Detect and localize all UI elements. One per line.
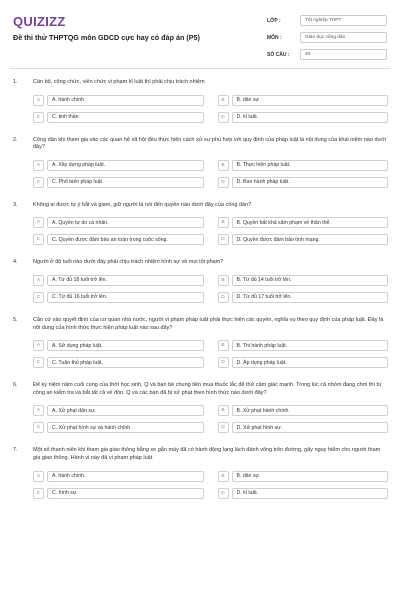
option-letter: B [218, 405, 229, 416]
option-text: C. Tuân thủ pháp luật. [47, 357, 204, 368]
option-text: B. Xử phạt hành chính. [232, 405, 389, 416]
question-list [13, 79, 388, 513]
page-title: Đề thi thử THPTQG môn GDCD cực hay có đáp án (P5) [13, 33, 200, 42]
option-c[interactable] [33, 292, 204, 303]
option-a[interactable] [33, 405, 204, 416]
answer-options [13, 160, 388, 188]
option-d[interactable] [218, 112, 389, 123]
option-letter: A [33, 217, 44, 228]
question-4 [13, 259, 388, 303]
option-letter: D [218, 422, 229, 433]
option-letter: B [218, 471, 229, 482]
question-text: Công dân khi tham gia vào các quan hệ xã hội đều thực hiện cách xử sự phù hợp với quy định của pháp luật là nội dung của khái niệm nào dưới đây? [33, 136, 387, 151]
meta-row-count [267, 49, 387, 60]
option-letter: B [218, 275, 229, 286]
option-letter: A [33, 471, 44, 482]
option-text: A. Xây dựng pháp luật. [47, 160, 204, 171]
option-letter: C [33, 234, 44, 245]
question-number: 5. [13, 316, 18, 323]
option-text: C. Xử phạt hình sự và hành chính. [47, 422, 204, 433]
option-letter: A [33, 160, 44, 171]
question-2 [13, 137, 388, 188]
option-d[interactable] [218, 234, 389, 245]
option-b[interactable] [218, 340, 389, 351]
option-text: C. Phổ biến pháp luật [47, 177, 204, 188]
option-text: C. Từ đủ 16 tuổi trở lên. [47, 292, 204, 303]
option-letter: A [33, 275, 44, 286]
option-text: D. Xử phạt hình sự. [232, 422, 389, 433]
question-number: 1. [13, 79, 18, 85]
option-c[interactable] [33, 488, 204, 499]
option-text: D. Áp dụng pháp luật. [232, 357, 389, 368]
option-c[interactable] [33, 234, 204, 245]
option-letter: B [218, 217, 229, 228]
option-b[interactable] [218, 95, 389, 106]
option-text: C. tinh thần [47, 112, 204, 123]
option-c[interactable] [33, 177, 204, 188]
meta-value-count: 40 [300, 49, 387, 60]
option-letter: D [218, 292, 229, 303]
meta-label-class: LỚP : [267, 17, 281, 24]
option-text: A. Quyền tự do cá nhân. [47, 217, 204, 228]
option-letter: D [218, 488, 229, 499]
option-a[interactable] [33, 95, 204, 106]
header-divider [10, 68, 390, 69]
question-text: Cán bộ, công chức, viên chức vi phạm kỉ luật thì phải chịu trách nhiệm [33, 79, 205, 85]
option-text: B. Quyền bất khả xâm phạm về thân thể. [232, 217, 389, 228]
question-number: 7. [13, 447, 18, 454]
meta-panel [267, 15, 387, 66]
option-b[interactable] [218, 405, 389, 416]
question-number: 6. [13, 382, 18, 389]
option-c[interactable] [33, 357, 204, 368]
meta-row-subject [267, 32, 387, 43]
question-number: 2. [13, 136, 18, 143]
question-6 [13, 382, 388, 433]
question-1 [13, 79, 388, 123]
option-d[interactable] [218, 488, 389, 499]
option-letter: D [218, 234, 229, 245]
option-letter: A [33, 405, 44, 416]
option-text: B. dân sự. [232, 471, 389, 482]
quizizz-logo: QUIZIZZ [13, 14, 66, 29]
option-b[interactable] [218, 217, 389, 228]
question-text: Để kỷ niệm năm cuối cùng của thời học sinh, Q và bạn bè chung tiền mua thuốc lắc để thử cảm giác mạnh. Trong lúc cả nhóm đang chơi thì bị công an kiểm tra và bắt tất cả về đồn. Q và các bạn đã bị xử phạt theo hình thức nào dưới đây? [33, 382, 381, 396]
option-letter: D [218, 357, 229, 368]
answer-options [13, 95, 388, 123]
option-letter: B [218, 340, 229, 351]
option-letter: B [218, 95, 229, 106]
meta-label-count: SỐ CÂU : [267, 51, 290, 58]
option-text: D. Quyền được đảm bảo tính mạng. [232, 234, 389, 245]
option-a[interactable] [33, 160, 204, 171]
option-b[interactable] [218, 275, 389, 286]
option-text: C. hình sự. [47, 488, 204, 499]
option-text: A. Từ đủ 18 tuổi trở lên. [47, 275, 204, 286]
option-letter: B [218, 160, 229, 171]
option-letter: D [218, 112, 229, 123]
question-text: Căn cứ vào quyết định của cơ quan nhà nước, người vi phạm pháp luật phải thực hiện các quyền, nghĩa vụ theo quy định của pháp luật. Đây là nội dung của hình thức thực hiện pháp luật nào sau đây? [33, 316, 384, 331]
question-text: Một số thanh niên khi tham gia giao thông bằng xe gắn máy đã có hành động lạng lách đánh võng trên đường, gây nguy hiểm cho người tham gia giao thông. Hành vi này đã vi phạm pháp luật [33, 447, 381, 461]
option-letter: A [33, 340, 44, 351]
answer-options [13, 217, 388, 245]
option-c[interactable] [33, 112, 204, 123]
option-letter: C [33, 292, 44, 303]
meta-value-class: Tốt nghiệp THPT [300, 15, 387, 26]
option-text: D. Ban hành pháp luật. [232, 177, 389, 188]
answer-options [13, 405, 388, 433]
answer-options [13, 471, 388, 499]
option-letter: C [33, 177, 44, 188]
meta-label-subject: MÔN : [267, 34, 282, 41]
option-text: D. kỉ luật. [232, 112, 389, 123]
option-b[interactable] [218, 160, 389, 171]
option-letter: C [33, 422, 44, 433]
option-text: D. kỉ luật. [232, 488, 389, 499]
question-text: Không ai được tự ý bắt và giam, giữ người là nói đến quyền nào dưới đây của công dân? [33, 201, 252, 208]
option-c[interactable] [33, 422, 204, 433]
option-text: A. hành chính [47, 95, 204, 106]
option-letter: C [33, 488, 44, 499]
option-text: B. Từ đủ 14 tuổi trở lên. [232, 275, 389, 286]
option-a[interactable] [33, 217, 204, 228]
option-letter: C [33, 112, 44, 123]
option-text: A. Sử dụng pháp luật. [47, 340, 204, 351]
option-text: D. Từ đủ 17 tuổi trở lên. [232, 292, 389, 303]
option-text: C. Quyền được đảm bảo an toàn trong cuộc sống. [47, 234, 204, 245]
question-number: 4. [13, 259, 18, 266]
meta-row-class [267, 15, 387, 26]
option-a[interactable] [33, 471, 204, 482]
question-number: 3. [13, 201, 18, 208]
option-d[interactable] [218, 357, 389, 368]
question-3 [13, 202, 388, 246]
option-letter: A [33, 95, 44, 106]
answer-options [13, 275, 388, 303]
option-letter: C [33, 357, 44, 368]
option-d[interactable] [218, 422, 389, 433]
question-text: Người ở độ tuổi nào dưới đây phải chịu trách nhiệm hình sự về mọi tội phạm? [33, 259, 224, 266]
option-text: B. Thi hành pháp luật. [232, 340, 389, 351]
question-7 [13, 447, 388, 498]
option-text: B. Thực hiện pháp luật. [232, 160, 389, 171]
option-text: B. dân sự [232, 95, 389, 106]
answer-options [13, 340, 388, 368]
meta-value-subject: Giáo dục công dân [300, 32, 387, 43]
question-5 [13, 317, 388, 368]
option-a[interactable] [33, 275, 204, 286]
option-b[interactable] [218, 471, 389, 482]
option-d[interactable] [218, 292, 389, 303]
option-text: A. hành chính. [47, 471, 204, 482]
option-text: A. Xử phạt dân sự. [47, 405, 204, 416]
option-a[interactable] [33, 340, 204, 351]
option-letter: D [218, 177, 229, 188]
option-d[interactable] [218, 177, 389, 188]
